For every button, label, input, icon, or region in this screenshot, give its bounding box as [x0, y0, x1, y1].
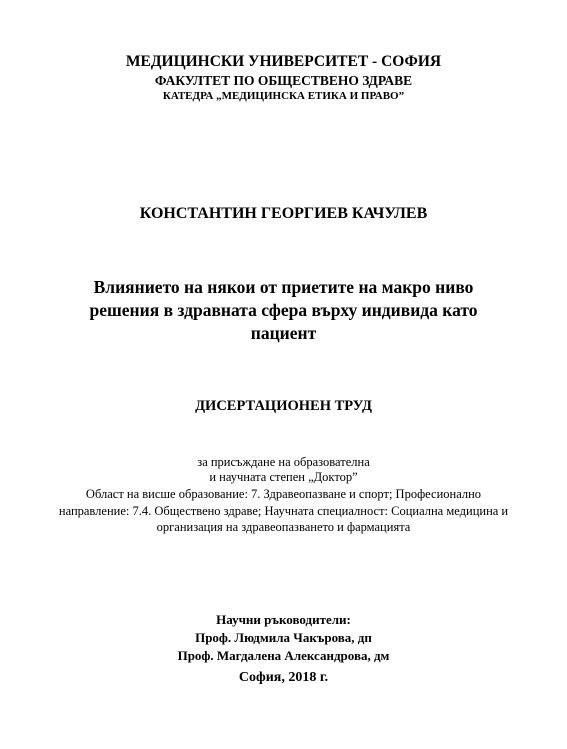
author-name: КОНСТАНТИН ГЕОРГИЕВ КАЧУЛЕВ [139, 205, 428, 222]
city-year: София, 2018 г. [238, 670, 329, 685]
purpose-line-2: и научната степен „Доктор” [209, 470, 358, 484]
title-line-1: Влиянието на някои от приетите на макро ниво [93, 277, 474, 297]
university-name: МЕДИЦИНСКИ УНИВЕРСИТЕТ - СОФИЯ [125, 53, 442, 70]
supervisors-heading: Научни ръководители: [216, 612, 351, 627]
faculty-name: ФАКУЛТЕТ ПО ОБЩЕСТВЕНО ЗДРАВЕ [154, 73, 413, 88]
title-line-2: решения в здравната сфера върху индивида като [89, 300, 478, 320]
supervisor-2: Проф. Магдалена Александрова, дм [177, 648, 390, 663]
purpose-line-1: за присъждане на образователна [197, 455, 370, 469]
dissertation-title [0, 276, 567, 345]
purpose-line-5: организация на здравеопазването и фармацията [156, 520, 411, 534]
purpose-line-4: направление: 7.4. Обществено здраве; Научната специалност: Социална медицина и [58, 504, 509, 518]
title-line-3: пациент [250, 323, 317, 343]
department-name: КАТЕДРА „МЕДИЦИНСКА ЕТИКА И ПРАВО” [162, 90, 405, 102]
document-type: ДИСЕРТАЦИОНЕН ТРУД [195, 398, 372, 414]
purpose-line-3: Област на висше образование: 7. Здравеопазване и спорт; Професионално [85, 487, 482, 501]
supervisor-1: Проф. Людмила Чакърова, дп [195, 630, 372, 645]
